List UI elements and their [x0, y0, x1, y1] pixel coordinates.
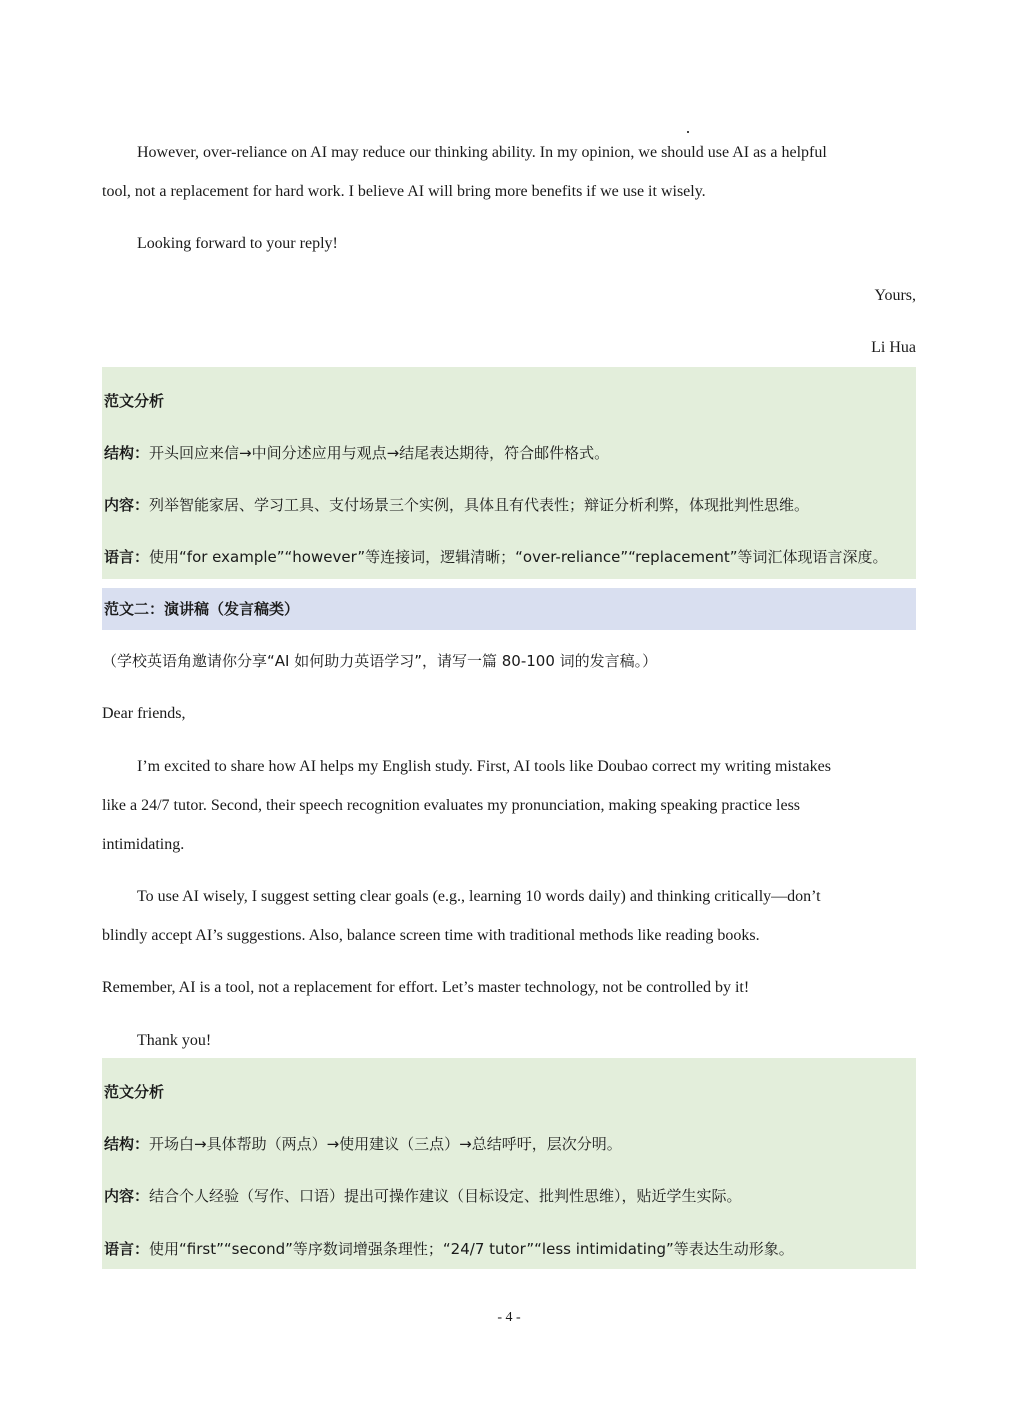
page-number: - 4 - — [497, 1310, 521, 1325]
speech-paragraph-2-line-2: blindly accept AI’s suggestions. Also, balance screen time with traditional methods like reading books. — [102, 927, 760, 944]
analysis-language — [104, 547, 918, 567]
speech-paragraph-1-line-3: intimidating. — [102, 836, 185, 853]
analysis-structure — [104, 1134, 918, 1154]
content-label: 内容： — [104, 1187, 150, 1205]
speech-paragraph-1-line-1: I’m excited to share how AI helps my English study. First, AI tools like Doubao correct my writing mistakes — [137, 758, 831, 775]
analysis-title: 范文分析 — [104, 392, 165, 410]
analysis-language — [104, 1239, 918, 1259]
content-label: 内容： — [104, 496, 150, 514]
language-label: 语言： — [104, 548, 150, 566]
speech-paragraph-3: Remember, AI is a tool, not a replacement for effort. Let’s master technology, not be controlled by it! — [102, 979, 750, 996]
letter-paragraph-1-line-2: tool, not a replacement for hard work. I believe AI will bring more benefits if we use it wisely. — [102, 183, 706, 200]
sample-2-prompt: （学校英语角邀请你分享“AI 如何助力英语学习”，请写一篇 80-100 词的发言稿。） — [102, 652, 658, 670]
language-text: 使用“for example”“however”等连接词，逻辑清晰；“over-reliance”“replacement”等词汇体现语言深度。 — [149, 548, 888, 566]
letter-signature: Li Hua — [871, 339, 916, 356]
speech-paragraph-4: Thank you! — [137, 1032, 212, 1049]
speech-paragraph-1-line-2: like a 24/7 tutor. Second, their speech recognition evaluates my pronunciation, making speaking practice less — [102, 797, 801, 814]
analysis-structure — [104, 443, 918, 463]
analysis-title: 范文分析 — [104, 1083, 165, 1101]
speech-paragraph-2-line-1: To use AI wisely, I suggest setting clear goals (e.g., learning 10 words daily) and thinking critically—don’t — [137, 888, 821, 905]
speech-greeting: Dear friends, — [102, 705, 186, 722]
letter-closing: Yours, — [874, 287, 916, 304]
language-text: 使用“first”“second”等序数词增强条理性；“24/7 tutor”“less intimidating”等表达生动形象。 — [149, 1240, 794, 1258]
sample-2-header-box — [102, 588, 916, 630]
language-label: 语言： — [104, 1240, 150, 1258]
structure-text: 开头回应来信→中间分述应用与观点→结尾表达期待，符合邮件格式。 — [149, 444, 610, 462]
sample-2-header: 范文二：演讲稿（发言稿类） — [104, 600, 300, 618]
letter-paragraph-1-line-1: However, over-reliance on AI may reduce our thinking ability. In my opinion, we should use AI as a helpful — [137, 144, 827, 161]
structure-label: 结构： — [104, 444, 150, 462]
structure-label: 结构： — [104, 1135, 150, 1153]
analysis-box-2 — [102, 1058, 916, 1269]
structure-text: 开场白→具体帮助（两点）→使用建议（三点）→总结呼吁，层次分明。 — [149, 1135, 622, 1153]
content-text: 列举智能家居、学习工具、支付场景三个实例，具体且有代表性；辩证分析利弊，体现批判性思维。 — [149, 496, 810, 514]
analysis-content — [104, 1186, 918, 1206]
letter-paragraph-2: Looking forward to your reply! — [137, 235, 338, 252]
content-text: 结合个人经验（写作、口语）提出可操作建议（目标设定、批判性思维），贴近学生实际。 — [149, 1187, 742, 1205]
stray-mark — [687, 131, 689, 133]
analysis-box-1 — [102, 367, 916, 579]
analysis-content — [104, 495, 918, 515]
